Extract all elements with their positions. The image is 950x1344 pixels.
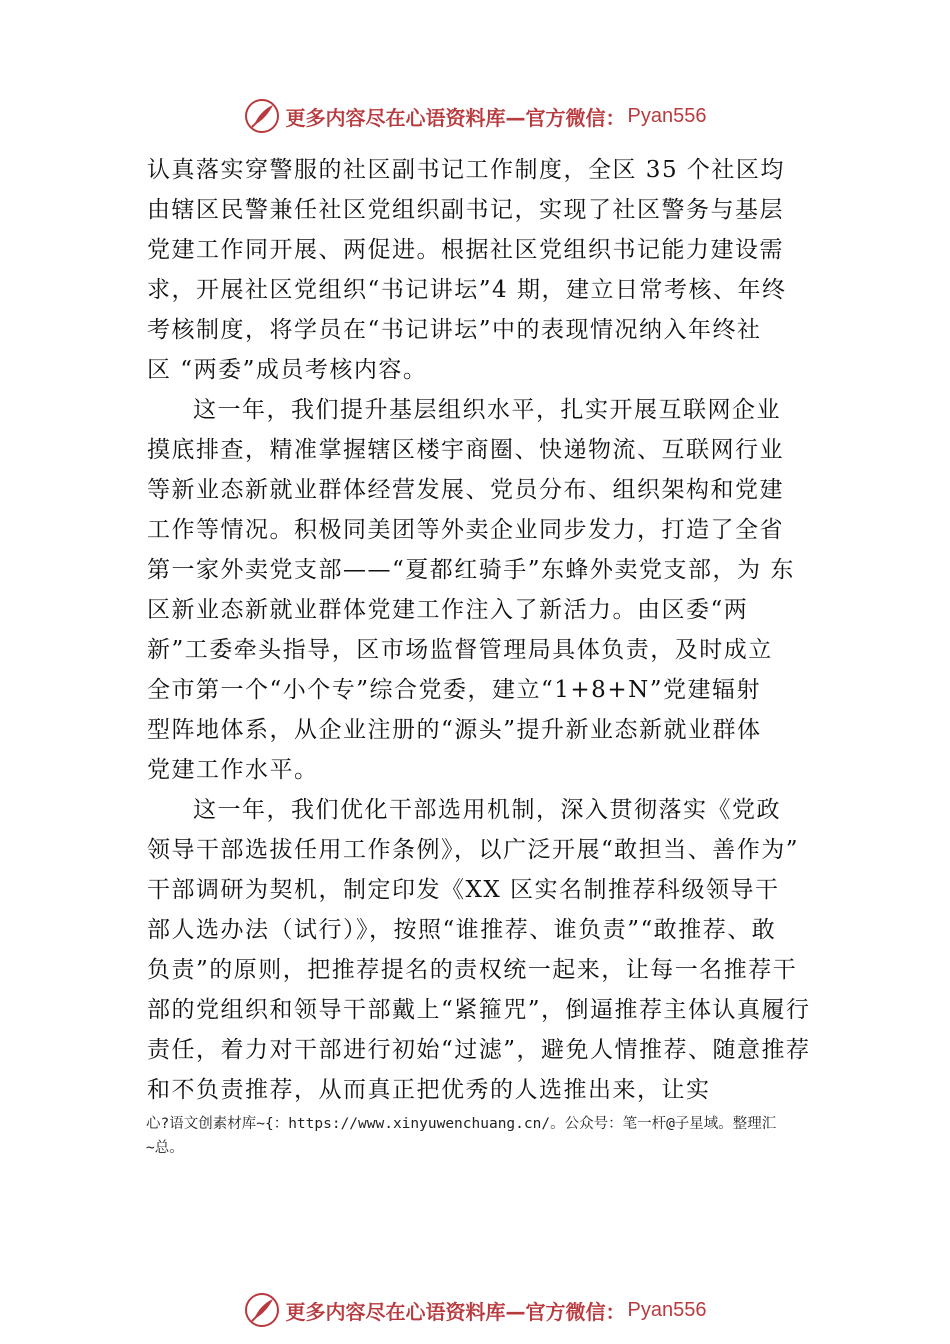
body-line: 部人选办法（试行）》，按照“谁推荐、谁负责”“敢推荐、敢 bbox=[147, 917, 777, 943]
body-line: 由辖区民警兼任社区党组织副书记，实现了社区警务与基层 bbox=[147, 197, 784, 223]
body-line: 认真落实穿警服的社区副书记工作制度，全区 35 个社区均 bbox=[147, 157, 785, 183]
header-wechat-id: Pyan556 bbox=[627, 104, 707, 127]
body-line: 区 “两委”成员考核内容。 bbox=[147, 357, 428, 383]
body-line: 全市第一个“小个专”综合党委，建立“1+8+N”党建辐射 bbox=[147, 677, 761, 703]
source-note-line: 心?语文创素材库~{：https://www.xinyuwenchuang.cn/。公众号：笔一杆@子星域。整理汇 bbox=[146, 1116, 777, 1132]
quill-logo-icon bbox=[244, 1292, 280, 1328]
body-line: 考核制度，将学员在“书记讲坛”中的表现情况纳入年终社 bbox=[147, 317, 762, 343]
body-line: 摸底排查，精准掌握辖区楼宇商圈、快递物流、互联网行业 bbox=[147, 437, 784, 463]
footer-wechat-id: Pyan556 bbox=[627, 1298, 707, 1321]
body-line: 等新业态新就业群体经营发展、党员分布、组织架构和党建 bbox=[147, 477, 784, 503]
body-line: 领导干部选拔任用工作条例》，以广泛开展“敢担当、善作为” bbox=[147, 837, 800, 863]
body-line: 负责”的原则，把推荐提名的责权统一起来，让每一名推荐干 bbox=[147, 957, 798, 983]
body-line: 干部调研为契机，制定印发《XX 区实名制推荐科级领导干 bbox=[147, 877, 780, 903]
body-line: 型阵地体系，从企业注册的“源头”提升新业态新就业群体 bbox=[147, 717, 762, 743]
source-note bbox=[146, 1112, 846, 1160]
body-line: 求，开展社区党组织“书记讲坛”4 期，建立日常考核、年终 bbox=[147, 277, 787, 303]
body-line: 新”工委牵头指导，区市场监督管理局具体负责，及时成立 bbox=[147, 637, 773, 663]
body-line: 责任，着力对干部进行初始“过滤”，避免人情推荐、随意推荐 bbox=[147, 1037, 811, 1063]
body-line: 区新业态新就业群体党建工作注入了新活力。由区委“两 bbox=[147, 597, 749, 623]
body-line: 工作等情况。积极同美团等外卖企业同步发力，打造了全省 bbox=[147, 517, 784, 543]
body-line: 和不负责推荐，从而真正把优秀的人选推出来，让实 bbox=[147, 1077, 711, 1103]
body-line: 部的党组织和领导干部戴上“紧箍咒”，倒逼推荐主体认真履行 bbox=[147, 997, 811, 1023]
document-body bbox=[147, 150, 812, 1110]
header-banner bbox=[0, 96, 950, 136]
footer-banner bbox=[0, 1290, 950, 1330]
body-line: 党建工作同开展、两促进。根据社区党组织书记能力建设需 bbox=[147, 237, 784, 263]
body-line: 党建工作水平。 bbox=[147, 757, 319, 783]
source-note-line: ~总。 bbox=[146, 1140, 184, 1156]
header-banner-text: 更多内容尽在心语资料库—官方微信： bbox=[285, 105, 626, 130]
footer-banner-text: 更多内容尽在心语资料库—官方微信： bbox=[285, 1299, 626, 1324]
paragraph-start-line: 这一年，我们优化干部选用机制，深入贯彻落实《党政 bbox=[193, 797, 781, 823]
paragraph-start-line: 这一年，我们提升基层组织水平，扎实开展互联网企业 bbox=[193, 397, 781, 423]
body-line: 第一家外卖党支部——“夏都红骑手”东蜂外卖党支部，为 东 bbox=[147, 557, 795, 583]
quill-logo-icon bbox=[244, 98, 280, 134]
